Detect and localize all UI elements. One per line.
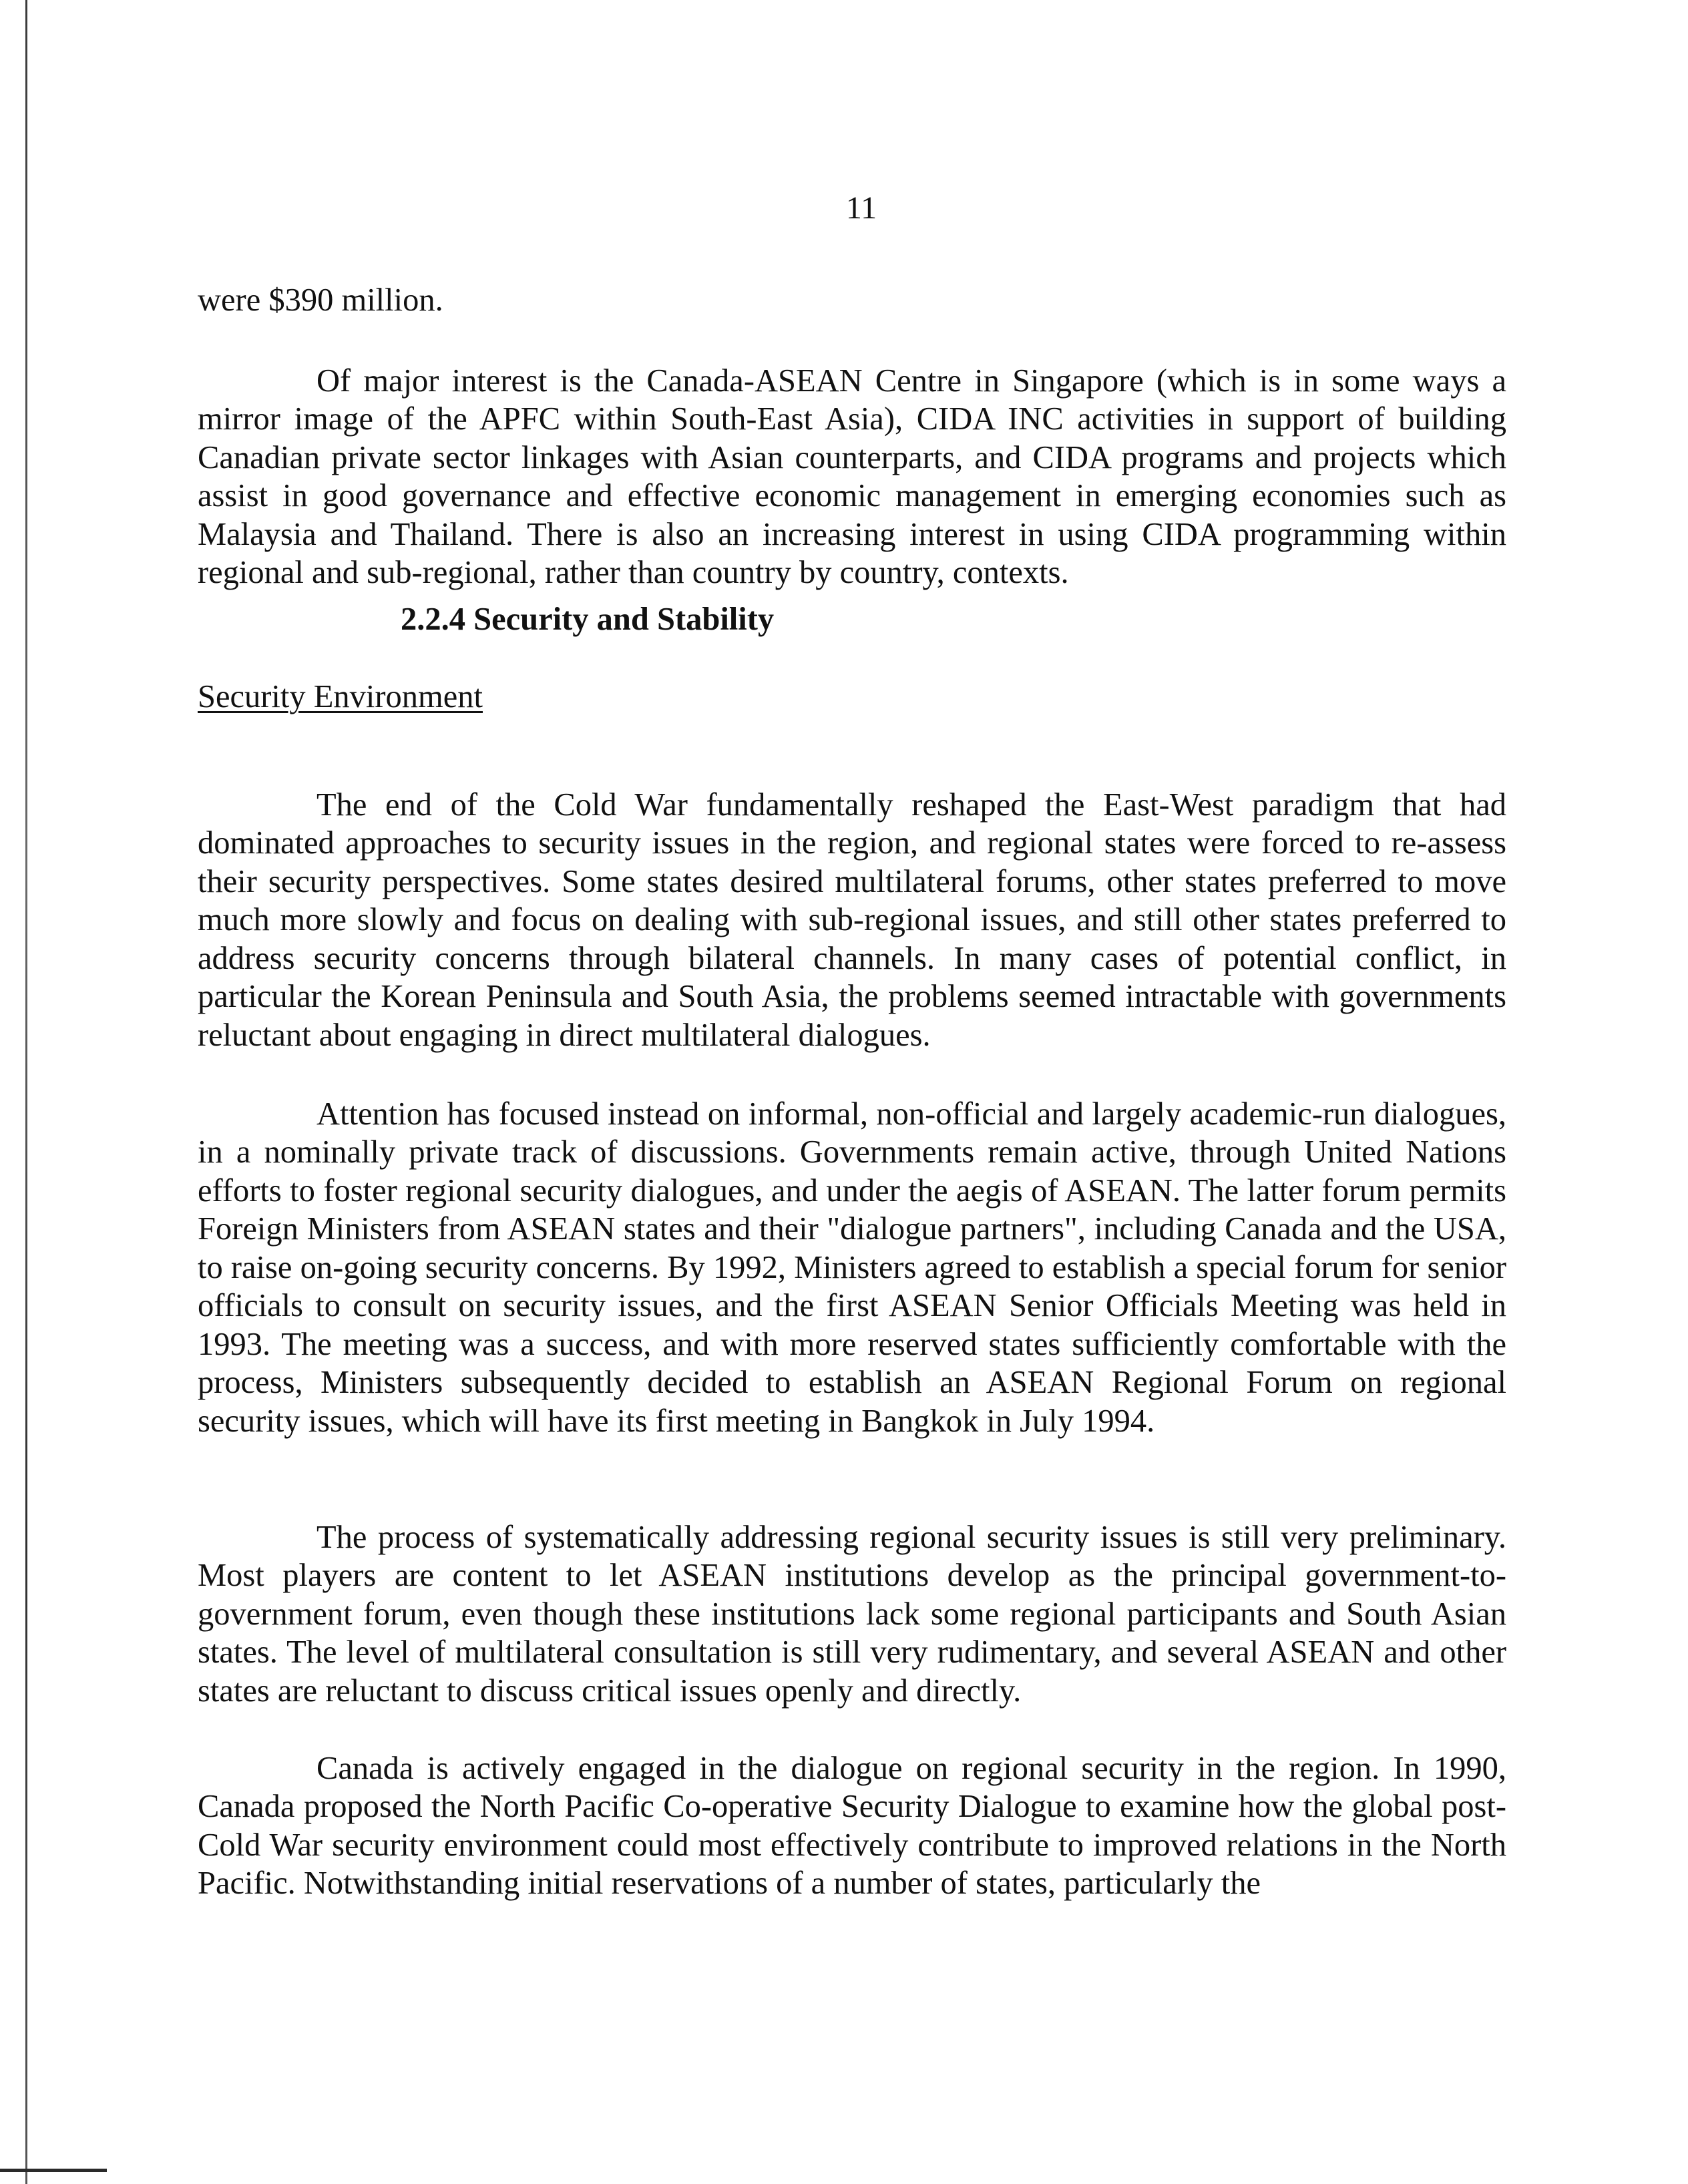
page-number: 11	[845, 190, 877, 226]
scan-binding-edge	[25, 0, 27, 2184]
paragraph-dialogues: Attention has focused instead on informal, non-official and largely academic-run dialogues, in a nominally private track of discussions. Governments remain active, through United Nations efforts to foster regional security dialogues, and under the aegis of ASEAN. The latter forum permits Foreign Ministers from ASEAN states and their "dialogue partners", including Canada and the USA, to raise on-going security concerns. By 1992, Ministers agreed to establish a special forum for senior officials to consult on security issues, and the first ASEAN Senior Officials Meeting was held in 1993. The meeting was a success, and with more reserved states sufficiently comfortable with the process, Ministers subsequently decided to establish an ASEAN Regional Forum on regional security issues, which will have its first meeting in Bangkok in July 1994.	[198, 1096, 1506, 1439]
scan-corner-mark	[0, 2169, 107, 2172]
paragraph-continuation: were $390 million.	[198, 282, 443, 318]
subsection-heading: Security Environment	[198, 679, 483, 714]
paragraph-cold-war: The end of the Cold War fundamentally reshaped the East-West paradigm that had dominated approaches to security issues in the region, and regional states were forced to re-assess their security perspectives. Some states desired multilateral forums, other states preferred to move much more slowly and focus on dealing with sub-regional issues, and still other states preferred to address security concerns through bilateral channels. In many cases of potential conflict, in particular the Korean Peninsula and South Asia, the problems seemed intractable with governments reluctant about engaging in direct multilateral dialogues.	[198, 787, 1506, 1053]
paragraph-canada-asean-centre: Of major interest is the Canada-ASEAN Centre in Singapore (which is in some ways a mirror image of the APFC within South-East Asia), CIDA INC activities in support of building Canadian private sector linkages with Asian counterparts, and CIDA programs and projects which assist in good governance and effective economic management in emerging economies such as Malaysia and Thailand. There is also an increasing interest in using CIDA programming within regional and sub-regional, rather than country by country, contexts.	[198, 363, 1506, 590]
section-heading: 2.2.4 Security and Stability	[401, 602, 775, 637]
paragraph-canada-engaged: Canada is actively engaged in the dialogue on regional security in the region. In 1990, Canada proposed the North Pacific Co-operative Security Dialogue to examine how the global post-Cold War security environment could most effectively contribute to improved relations in the North Pacific. Notwithstanding initial reservations of a number of states, particularly the	[198, 1750, 1506, 1901]
paragraph-process: The process of systematically addressing regional security issues is still very preliminary. Most players are content to let ASEAN institutions develop as the principal government-to-government forum, even though these institutions lack some regional participants and South Asian states. The level of multilateral consultation is still very rudimentary, and several ASEAN and other states are reluctant to discuss critical issues openly and directly.	[198, 1519, 1506, 1709]
